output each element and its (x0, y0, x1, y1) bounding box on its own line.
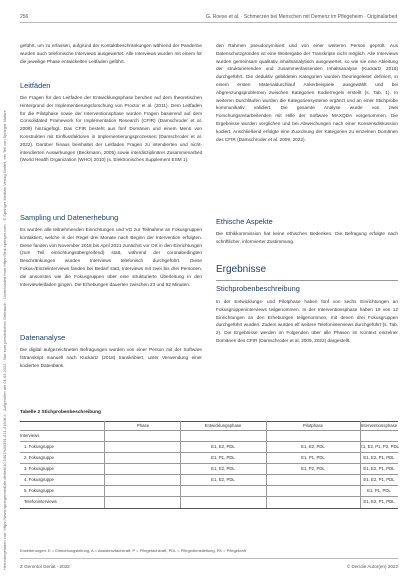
table-top-rule (20, 421, 398, 422)
table-cell: E1, E2, P1, P2, PDL (360, 444, 399, 449)
journal-citation: Z Gerontol Geriat · 2022 (20, 564, 70, 569)
sample-table (20, 410, 398, 545)
table-cell: E1, P2, PDL (301, 466, 325, 471)
section-heading-leitfaden: Leitfäden (20, 81, 51, 90)
sampling-paragraph: Es wurden alle teilnehmenden Einrichtungen und VG zur Teilnahme an Fokusgruppen kontaktiert, welche in der Regel drei Monate nach Beginn der Intervention erfolgten. Diese fanden von November 2018 bis April 2021 zunächst vor Ort in den Einrichtungen (zum Teil einrichtungsübergreifend) statt, während der coronabedingten Beschränkungen wurden Interviews telefonisch durchgeführt. Diese Fokus-/Einzelinterviews fanden bei Bedarf statt, Interviews mit zwei bis drei Personen, die ansonsten wie die Fokusgruppen über eine strukturierte Überleitung in den Interviewleitfaden gingen. Die Erhebungen dauerten zwischen 23 und 82 Minuten. (20, 227, 202, 287)
table-row-label: 3. Fokusgruppe (24, 466, 54, 471)
table-cell: E1, E2, P1, PDL (363, 466, 395, 471)
table-bottom-rule (20, 508, 398, 509)
analysis-paragraph: den Rahmen pseudonymisiert und von einer weiteren Person geprüft. Aus Datenschutzgründen ist eine Weitergabe der Transkripte nicht möglich. Alle Interviews wurden gemeinsam qualitativ inhaltsanalytisch ausgewertet, so wie sie eine Ableitung der strukturierenden und zusammenfassenden Inhaltsanalyse (Kuckartz 2018) durchgeführt. Die deduktiv gebildeten Kategorien wurden theoriegeleitet definiert, in einem ersten Materialdurchlauf Ankerbeispiele ausgewählt und bei Abgrenzungsproblemen zwischen Kategorien Kodierregeln erstellt (s. Tab. 1). In weiteren Durchläufen wurden die Kategoriensysteme ergänzt und an einer Stichprobe kommunikativ validiert. Die gesamte Analyse wurde von zwei Forschungsmitarbeitenden mit Hilfe der Software MAXQDA vorgenommen. Die Ergebnisse wurden verglichen und bei Abweichungen nach einer Konsensdiskussion kodiert. Anschließend erfolgte eine Zuordnung der Kategorien zu einzelnen Domänen des CFIR (Damschroder et al. 2009, 2022). (216, 43, 398, 142)
datenanalyse-paragraph: Die digital aufgezeichneten Befragungen wurden von einer Person mit der Software f4transkript manuell nach Kuckartz (2018) transkribiert, unter Verwendung einer kodierten Datenbank. (20, 347, 202, 368)
table-row-rule (20, 496, 398, 497)
table-row-label: 1. Fokusgruppe (24, 444, 54, 449)
page-header (20, 12, 397, 22)
ethik-paragraph: Die Ethikkommission hat keine ethischen Bedenken. Die Befragung erfolgte nach schriftlicher, informierter Zustimmung. (216, 231, 398, 244)
copyright-notice: © Der/die Autor(en) 2022 (346, 564, 398, 569)
ergebnisse-rule (216, 280, 398, 281)
table-col-divider (266, 421, 267, 508)
page-number: 256 (20, 14, 29, 20)
table-row-label: 5. Fokusgruppe (24, 488, 54, 493)
col-header-entwicklung: Entwicklungsphase (204, 423, 242, 428)
header-rule (20, 22, 397, 23)
table-cell: E1, E2, PDL (301, 444, 325, 449)
right-column (216, 42, 398, 402)
table-footnote: Erweiterungen: E = Einrichtungsleitung, A = Assistenzfachkraft, P = Pflegefachkraft, PDL = Pflegedienstleitung, PK = Pflegekraft (20, 548, 246, 553)
col-header-pilot: Pilotphase (302, 423, 324, 428)
table-cell: E1, E2, P1, PDL (363, 477, 395, 482)
col-header-intervention: Interventionsphase (360, 423, 398, 428)
table-row-label: 2. Fokusgruppe (24, 455, 54, 460)
table-caption: Tabelle 2 Stichprobenbeschreibung (20, 410, 101, 415)
download-notice: Heruntergeladen von: https://www.springermedizin.de/link/10.1007/s00391-021-01946-4 · Aufgerufen am 01.03.2022 · Nur zum persönlichen Gebrauch · Downloaded from https://link.springer.com · © Springer Medizin Verlag GmbH, ein Teil von Springer Nature (2, 110, 7, 570)
footer-rule (20, 558, 398, 559)
table-row-rule (20, 441, 398, 442)
section-heading-datenanalyse: Datenanalyse (20, 333, 66, 342)
download-sidebar (2, 40, 10, 570)
intro-paragraph: geführt, um zu erfassen, aufgrund der Kontaktbeschränkungen während der Pandemie wurden auch telefonische Interviews ausgewertet. Alle Interviews wurden mit einem für die jeweilige Phase entwickelten Leitfaden geführt. (20, 43, 202, 64)
left-column (20, 42, 202, 402)
table-row-rule (20, 474, 398, 475)
table-cell: E1, P1, PDL (367, 488, 391, 493)
table-cell: E1, E2, P1, PDL (363, 455, 395, 460)
table-cell: E1, E2, PDL (211, 466, 235, 471)
table-row-rule (20, 485, 398, 486)
col-header-phase: Phase (136, 423, 150, 428)
table-cell: E1, E2, PDL (211, 444, 235, 449)
table-row-rule (20, 463, 398, 464)
table-cell: E1, P1, PDL (301, 455, 325, 460)
table-row-rule (20, 452, 398, 453)
table-col-divider (360, 421, 361, 508)
table-header-rule (20, 430, 398, 431)
table-group-label: Interviews (20, 433, 40, 438)
table-col-divider (104, 421, 105, 508)
running-title: G. Roese et al. · Schmerzen bei Menschen mit Demenz im Pflegeheim · Originalarbeit (206, 14, 397, 20)
stichprobe-paragraph: In der Entwicklungs- und Pilotphase haben fünf von sechs Einrichtungen an Fokusgruppeninterviews teilgenommen. In der Interventionsphase haben 19 von 12 Einrichtungen an den Erhebungen teilgenommen, mit denen drei Fokusgruppen durchgeführt wurden. Zudem wurden elf weitere Telefoninterviews durchgeführt (s. Tab. 2). Die Ergebnisse werden im Folgenden über alle Phasen im Kontext einzelner Domänen des CFIR (Damschroder et al. 2009, 2022) dargestellt. (216, 299, 398, 343)
table-cell: E1, E2, P1, PDL (363, 499, 395, 504)
section-heading-ethik: Ethische Aspekte (216, 217, 273, 226)
table-cell: E1, E2, PDL (211, 477, 235, 482)
section-heading-ergebnisse: Ergebnisse (216, 264, 267, 275)
table-cell: E1, P1, PDL (211, 455, 235, 460)
table-row-label: 4. Fokusgruppe (24, 477, 54, 482)
table-col-divider (180, 421, 181, 508)
leitfaden-paragraph: Die Fragen für den Leitfaden der Entwicklungsphase beruhen auf dem theoretischen Hintergrund der Implementierungsforschung von Proctor et al. (2011). Dem Leitfaden für die Pilotphase sowie der Interventionsphase wurden Fragen basierend auf dem Consolidated Framework for Implementation Research (CFIR) (Damschroder et al. 2009) hinzugefügt. Das CFIR besteht aus fünf Domänen und einem Menü von Konstrukten mit Einflussfaktoren in Implementierungsprozessen (Damschroder et al. 2022). Darüber hinaus beinhaltet der Leitfaden Fragen zu intendierten und nicht-intendierten Auswirkungen (Beckmann, 2005) sowie interdisziplinärer Zusammenarbeit (World Health Organization (WHO) 2010) (s. Elektronisches Supplement ESM 1). (20, 95, 202, 163)
subsection-heading-stichprobe: Stichprobenbeschreibung (216, 284, 300, 293)
table-row-label-telefon: Telefoninterviews (24, 499, 57, 504)
section-heading-sampling: Sampling und Datenerhebung (20, 213, 119, 222)
